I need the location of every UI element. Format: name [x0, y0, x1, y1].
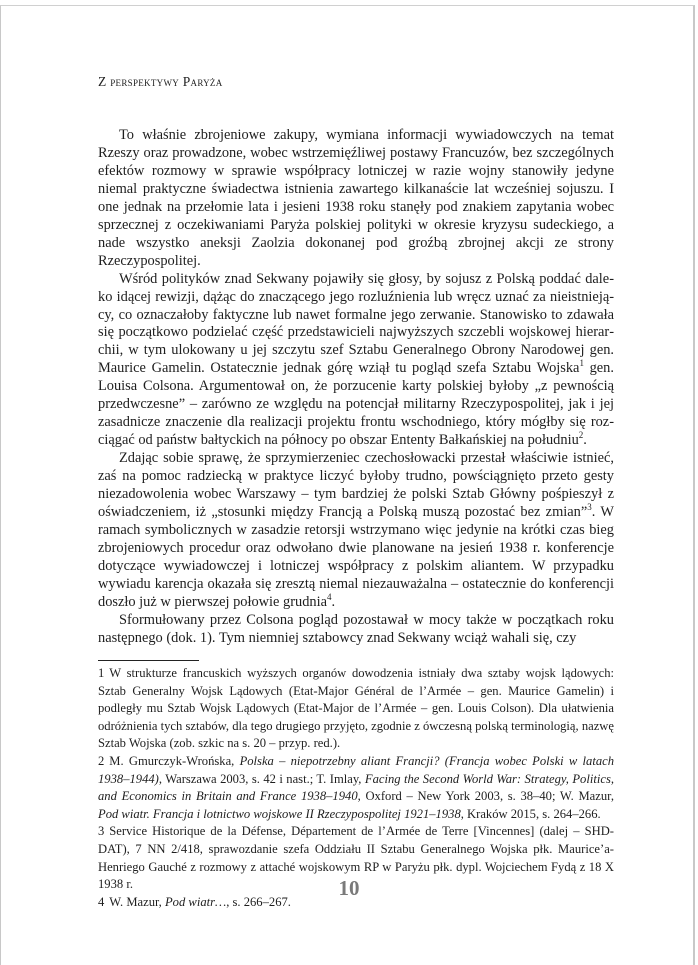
text-run: . [331, 593, 336, 610]
italic-title: Pod wiatr. Francja i lotnictwo wojskowe II Rzeczypospolitej 1921–1938 [98, 806, 461, 821]
text-run: Zdając sobie sprawę, że sprzymierzeniec czechosłowacki przestał właściwie istnieć, zaś na pomoc radziecką w praktyce liczyć byłoby trudno, powściągnięto przeto gesty niezadowolenia wobec Warszawy – tym bardziej że polski Sztab Główny pośpieszył z oświadczeniem, iż „stosunki między Francją a Polską muszą pozostać bez zmian” [98, 450, 614, 521]
footnote-number: 2 [98, 753, 105, 768]
footnote-separator [98, 660, 199, 661]
text-run: . [583, 432, 587, 449]
footnote-number: 3 [98, 824, 105, 839]
italic-title: Facing the Second World War: Strategy, Politics, and Economics in Britain and France 1938–1940 [98, 771, 614, 804]
running-head-title: perspektywy Paryża [110, 74, 223, 89]
body-text [98, 127, 614, 648]
text-run: , s. 266–267. [226, 894, 291, 909]
italic-title: Polska – niepotrzebny aliant Francji? (Francja wobec Polski w latach 1938–1944) [98, 753, 614, 786]
text-run: W. Mazur, [109, 894, 165, 909]
text-run: Wśród polityków znad Sekwany pojawiły się głosy, by sojusz z Polską poddać daleko idącej rewizji, dążąc do znaczącego jego rozluźnienia lub wręcz uznać za nieistniejący, co oznaczałoby faktyczne lub nawet formalne jego zerwanie. Stanowisko to zdawała się początkowo podzielać część przedstawicieli najwyższych szczebli wojskowej hierarchii, w tym ulokowany u jej szczytu szef Sztabu Generalnego Obrony Narodowej gen. Maurice Gamelin. Ostatecznie jednak górę wziął tu pogląd szefa Sztabu Wojska [98, 270, 614, 377]
body-paragraph [98, 450, 614, 612]
text-run: , Warszawa 2003, s. 42 i nast.; T. Imlay, [158, 771, 365, 786]
text-run: , Kraków 2015, s. 264–266. [460, 806, 601, 821]
text-run: M. Gmurczyk-Wrońska, [109, 753, 240, 768]
document-page [0, 5, 695, 965]
page-number: 10 [338, 876, 360, 900]
text-run: gen. Louisa Colsona. Argumentował on, że porzucenie karty polskiej byłoby „z pewnością przedwczesne” – zarówno ze względu na potencjał militarny Rzeczypospolitej, jak i jej zasadnicze znaczenie dla realizacji projektu frontu wschodniego, który mógłby się rozciągać od państw bałtyckich na północy po obszar Ententy Bałkańskiej na południu [98, 360, 614, 449]
body-paragraph [98, 612, 614, 648]
footnote-number: 4 [98, 894, 105, 909]
running-head [98, 74, 223, 90]
text-run: . W ramach symbolicznych w zasadzie retorsji wstrzymano więc jedynie na krótki czas bieg zbrojeniowych procedur oraz odwołano dwie planowane na jesień 1938 r. konferencje dotyczące wywiadowczej i lotniczej współpracy z polskim aliantem. W przypadku wywiadu karencja okazała się zresztą niemal niezauważalna – ostatecznie do konferencji doszło już w pierwszej połowie grudnia [98, 504, 614, 610]
text-run: Sformułowany przez Colsona pogląd pozostawał w mocy także w początkach roku następnego (dok. 1). Tym niemniej sztabowcy znad Sekwany wciąż wahali się, czy [98, 611, 614, 646]
text-run: To właśnie zbrojeniowe zakupy, wymiana informacji wywiadowczych na temat Rzeszy oraz prowadzone, wobec wstrzemięźliwej postawy Francuzów, bez szczególnych efektów rozmowy w sprawie współpracy lotniczej w razie wojny stanowiły jedyne niemal praktyczne świadectwa istnienia zawartego kilkanaście lat wcześniej sojuszu. I one jednak na przełomie lata i jesieni 1938 roku stanęły pod znakiem zapytania wobec sprzecznej z oczekiwaniami Paryża polskiej polityki w okresie kryzysu sudeckiego, a nade wszystko aneksji Zaolzia dokonanej pod groźbą zbrojnej akcji ze strony Rzeczypospolitej. [98, 127, 614, 269]
footnote [98, 753, 614, 823]
running-head-initial: Z [98, 74, 107, 89]
body-paragraph [98, 271, 614, 451]
italic-title: Pod wiatr… [164, 894, 227, 909]
footnotes [98, 665, 614, 911]
footnote-reference[interactable]: 3 [587, 502, 592, 513]
text-run: , Oxford – New York 2003, s. 38–40; W. Mazur, [357, 789, 614, 804]
footnote-reference[interactable]: 4 [327, 591, 332, 602]
footnote-reference[interactable]: 1 [579, 358, 584, 369]
footnote-reference[interactable]: 2 [578, 430, 584, 441]
footnote [98, 665, 614, 753]
footnote-number: 1 [98, 666, 105, 680]
text-run: Service Historique de la Défense, Département de l’Armée de Terre [Vincennes] (dalej – SHD-DAT), 7 NN 2/418, sprawozdanie szefa Oddziału II Sztabu Generalnego Wojska płk. Maurice’a-Henriego Gauché z rozmowy z attaché wojskowym RP w Paryżu płk. dypl. Wojciechem Fydą z 18 X 1938 r. [98, 824, 614, 892]
body-paragraph [98, 127, 614, 271]
text-run: W strukturze francuskich wyższych organów dowodzenia istniały dwa sztaby wojsk lądowych: Sztab Generalny Wojsk Lądowych (Etat-Major Général de l’Armée – gen. Maurice Gamelin) i podległy mu Sztab Wojsk Lądowych (Etat-Major de l’Armée – gen. Louis Colson). Dla ułatwienia odróżnienia tych sztabów, dla tego drugiego przyjęto, zgodnie z ówczesną polską terminologią, nazwę Sztab Wojska (zob. szkic na s. 20 – przyp. red.). [98, 666, 614, 751]
